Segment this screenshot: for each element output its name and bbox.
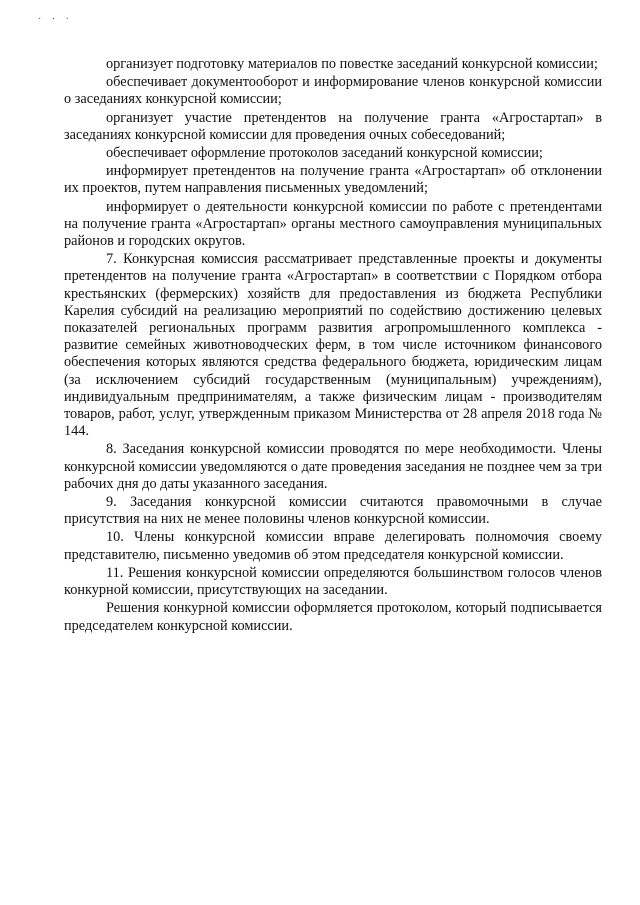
paragraph: организует участие претендентов на получение гранта «Агростартап» в заседаниях конкурсной комиссии для проведения очных собеседований;	[64, 109, 602, 143]
paragraph: информирует претендентов на получение гранта «Агростартап» об отклонении их проектов, путем направления письменных уведомлений;	[64, 163, 602, 197]
paragraph: организует подготовку материалов по повестке заседаний конкурсной комиссии;	[106, 56, 598, 72]
paragraph-item-7: 7. Конкурсная комиссия рассматривает представленные проекты и документы претендентов на получение гранта «Агростартап» в соответствии с Порядком отбора крестьянских (фермерских) хозяйств для предоставления из бюджета Республики Карелия субсидий на реализацию мероприятий по содействию достижению целевых показателей региональных программ развития агропромышленного комплекса - развитие семейных животноводческих ферм, в том числе источником финансового обеспечения которых являются средства федерального бюджета, юридическим лицам (за исключением субсидий государственным (муниципальным) учреждениям), индивидуальным предпринимателям, а также физическим лицам - производителям товаров, работ, услуг, утвержденным приказом Министерства от 28 апреля 2018 года № 144.	[64, 251, 602, 440]
paragraph-item-9: 9. Заседания конкурсной комиссии считаются правомочными в случае присутствия на них не менее половины членов конкурсной комиссии.	[64, 494, 602, 528]
paragraph-item-11: 11. Решения конкурсной комиссии определяются большинством голосов членов конкурной комиссии, присутствующих на заседании.	[64, 564, 602, 599]
paragraph: Решения конкурной комиссии оформляется протоколом, который подписывается председателем конкурсной комиссии.	[64, 600, 602, 634]
document-body	[64, 56, 602, 636]
scan-artifact-mark: · · ·	[38, 14, 73, 25]
paragraph: информирует о деятельности конкурсной комиссии по работе с претендентами на получение гранта «Агростартап» органы местного самоуправления муниципальных районов и городских округов.	[64, 198, 602, 250]
paragraph: обеспечивает оформление протоколов заседаний конкурсной комиссии;	[106, 145, 543, 162]
paragraph-item-8: 8. Заседания конкурсной комиссии проводятся по мере необходимости. Члены конкурсной комиссии уведомляются о дате проведения заседания не позднее чем за три рабочих дня до даты указанного заседания.	[64, 441, 602, 492]
paragraph-item-10: 10. Члены конкурсной комиссии вправе делегировать полномочия своему представителю, письменно уведомив об этом председателя конкурсной комиссии.	[64, 529, 602, 563]
paragraph: обеспечивает документооборот и информирование членов конкурсной комиссии о заседаниях конкурсной комиссии;	[64, 74, 602, 108]
